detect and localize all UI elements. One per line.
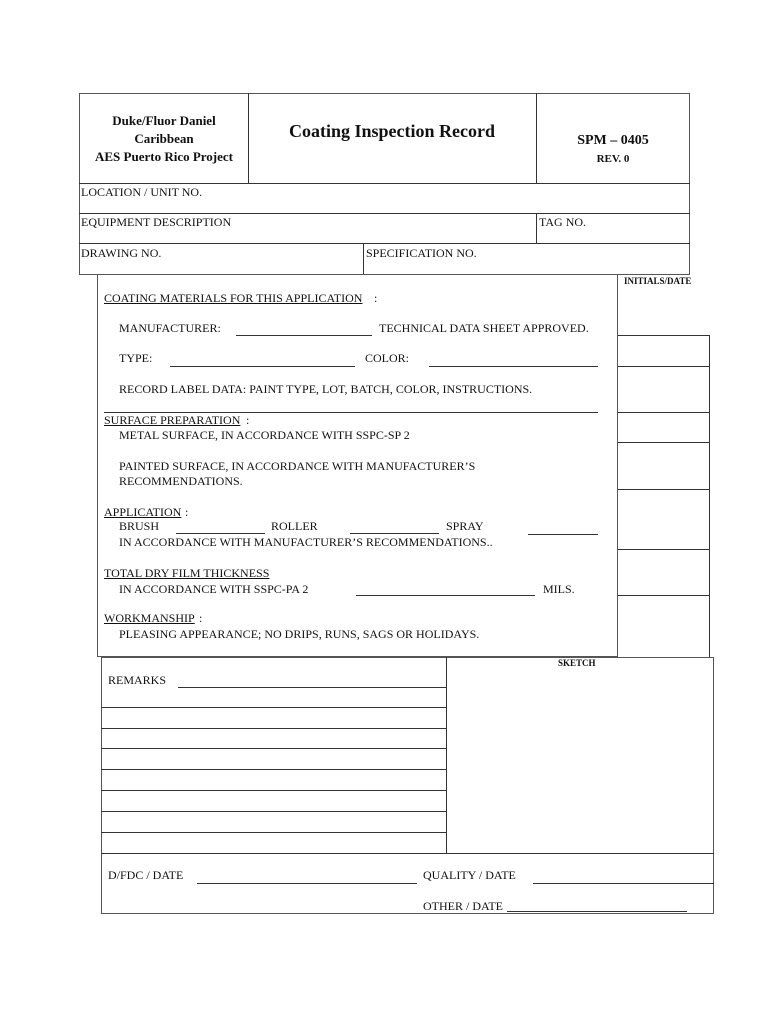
other-date-label: OTHER / DATE xyxy=(423,899,503,913)
dft-heading: TOTAL DRY FILM THICKNESS xyxy=(104,566,270,580)
header-row-line-3 xyxy=(79,243,690,244)
manufacturer-label: MANUFACTURER: xyxy=(119,321,221,335)
initials-line-1 xyxy=(618,335,709,336)
application-accordance-text: IN ACCORDANCE WITH MANUFACTURER’S RECOMMENDATIONS.. xyxy=(119,535,493,549)
metal-surface-text: METAL SURFACE, IN ACCORDANCE WITH SSPC-SP 2 xyxy=(119,428,410,442)
remarks-line-4[interactable] xyxy=(101,748,446,749)
painted-surface-text-1: PAINTED SURFACE, IN ACCORDANCE WITH MANUFACTURER’S xyxy=(119,459,476,473)
tag-divider xyxy=(536,213,537,243)
roller-label: ROLLER xyxy=(271,519,318,533)
other-date-field[interactable] xyxy=(507,911,687,912)
header-row-line-2 xyxy=(79,213,690,214)
mils-label: MILS. xyxy=(543,582,575,596)
remarks-label: REMARKS xyxy=(108,673,167,687)
remarks-line-5[interactable] xyxy=(101,769,446,770)
record-label-text: RECORD LABEL DATA: PAINT TYPE, LOT, BATCH, COLOR, INSTRUCTIONS. xyxy=(119,382,533,396)
manufacturer-field[interactable] xyxy=(236,335,372,336)
type-field[interactable] xyxy=(170,366,355,367)
remarks-line-7[interactable] xyxy=(101,811,446,812)
sketch-label: SKETCH xyxy=(558,658,596,668)
roller-field[interactable] xyxy=(350,533,439,534)
quality-date-label: QUALITY / DATE xyxy=(423,868,516,882)
quality-date-field[interactable] xyxy=(533,883,714,884)
company-line-2: Caribbean xyxy=(134,131,194,146)
remarks-line-1[interactable] xyxy=(178,687,446,688)
color-field[interactable] xyxy=(429,366,598,367)
header-divider-right xyxy=(536,93,537,184)
spec-divider xyxy=(363,243,364,274)
remarks-line-6[interactable] xyxy=(101,790,446,791)
sketch-divider xyxy=(446,657,447,853)
workmanship-text: PLEASING APPEARANCE; NO DRIPS, RUNS, SAGS OR HOLIDAYS. xyxy=(119,627,480,641)
header-row-line-1 xyxy=(79,183,690,184)
company-line-3: AES Puerto Rico Project xyxy=(94,149,234,164)
company-line-1: Duke/Fluor Daniel xyxy=(112,113,216,128)
initials-header: INITIALS/DATE xyxy=(624,276,692,286)
workmanship-colon: : xyxy=(199,611,203,625)
spray-field[interactable] xyxy=(528,534,598,535)
dfdc-date-field[interactable] xyxy=(197,883,417,884)
type-label: TYPE: xyxy=(119,351,153,365)
signature-divider xyxy=(101,853,714,854)
application-colon: : xyxy=(185,505,189,519)
tds-label: TECHNICAL DATA SHEET APPROVED. xyxy=(379,321,589,335)
revision: REV. 0 xyxy=(596,153,630,165)
painted-surface-text-2: RECOMMENDATIONS. xyxy=(119,474,243,488)
initials-line-2 xyxy=(618,366,709,367)
header-divider-left xyxy=(248,93,249,184)
initials-line-6 xyxy=(618,549,709,550)
remarks-line-8[interactable] xyxy=(101,832,446,833)
drawing-label: DRAWING NO. xyxy=(81,246,162,260)
brush-field[interactable] xyxy=(176,533,265,534)
remarks-box xyxy=(101,657,714,914)
equipment-label: EQUIPMENT DESCRIPTION xyxy=(81,215,232,229)
color-label: COLOR: xyxy=(365,351,410,365)
workmanship-heading: WORKMANSHIP xyxy=(104,611,195,625)
initials-line-5 xyxy=(618,489,709,490)
brush-label: BRUSH xyxy=(119,519,160,533)
initials-line-7 xyxy=(618,595,709,596)
remarks-line-3[interactable] xyxy=(101,728,446,729)
doc-number: SPM – 0405 xyxy=(577,133,649,148)
spray-label: SPRAY xyxy=(446,519,484,533)
coating-colon: : xyxy=(374,291,378,305)
dfdc-date-label: D/FDC / DATE xyxy=(108,868,184,882)
surface-prep-colon: : xyxy=(246,413,250,427)
dft-accordance-text: IN ACCORDANCE WITH SSPC-PA 2 xyxy=(119,582,309,596)
initials-line-4 xyxy=(618,442,709,443)
page-title: Coating Inspection Record xyxy=(289,121,495,141)
initials-col-right xyxy=(709,335,710,657)
tag-label: TAG NO. xyxy=(539,215,587,229)
specification-label: SPECIFICATION NO. xyxy=(366,246,477,260)
dft-field[interactable] xyxy=(356,595,535,596)
initials-line-3 xyxy=(618,412,709,413)
location-label: LOCATION / UNIT NO. xyxy=(81,185,203,199)
surface-prep-heading: SURFACE PREPARATION xyxy=(104,413,241,427)
application-heading: APPLICATION xyxy=(104,505,182,519)
remarks-line-2[interactable] xyxy=(101,707,446,708)
coating-materials-heading: COATING MATERIALS FOR THIS APPLICATION xyxy=(104,291,363,305)
